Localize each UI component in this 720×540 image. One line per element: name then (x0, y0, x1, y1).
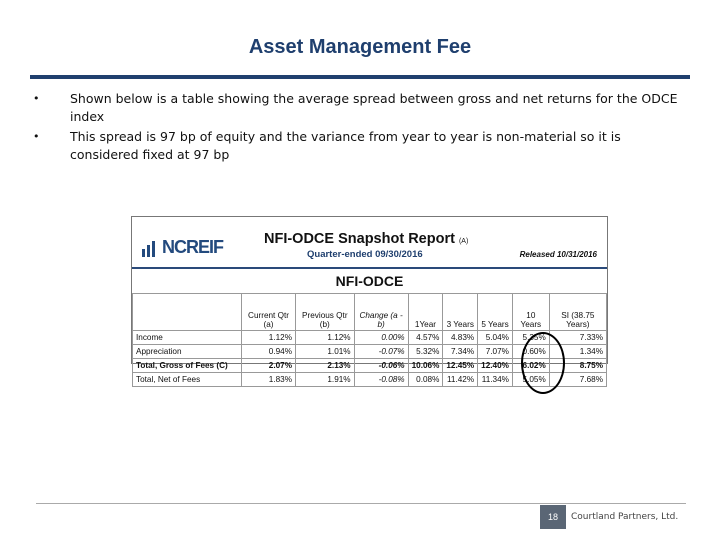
company-name: Courtland Partners, Ltd. (571, 512, 679, 522)
table-cell: 5.05% (512, 373, 549, 387)
bullet-text: Shown below is a table showing the average spread between gross and net returns for the ODCE index (70, 91, 678, 124)
table-cell: 1.12% (296, 331, 355, 345)
table-cell: 11.42% (443, 373, 478, 387)
table-cell: 0.94% (242, 345, 296, 359)
table-cell: 2.07% (242, 359, 296, 373)
title-divider (30, 75, 690, 79)
table-cell: 7.68% (549, 373, 606, 387)
table-cell: 1.34% (549, 345, 606, 359)
report-released-date: Released 10/31/2016 (519, 250, 597, 259)
column-header: Change (a - b) (354, 294, 408, 331)
table-cell: 5.35% (512, 331, 549, 345)
column-header (133, 294, 242, 331)
bullet-text: This spread is 97 bp of equity and the variance from year to year is non-material so it is considered fixed at 97 bp (70, 129, 621, 162)
table-cell: 1.12% (242, 331, 296, 345)
table-header-row (133, 294, 607, 331)
table-cell: 7.07% (478, 345, 513, 359)
table-cell: 10.06% (408, 359, 443, 373)
table-cell: 4.83% (443, 331, 478, 345)
report-quarter: Quarter-ended 09/30/2016 (307, 249, 423, 260)
table-cell: 12.40% (478, 359, 513, 373)
table-cell: -0.08% (354, 373, 408, 387)
table-cell: 4.57% (408, 331, 443, 345)
column-header: 10 Years (512, 294, 549, 331)
table-cell: 0.08% (408, 373, 443, 387)
ncreif-logo (142, 235, 230, 261)
logo-bars-icon (142, 239, 160, 257)
row-label: Total, Gross of Fees (C) (133, 359, 242, 373)
column-header: 3 Years (443, 294, 478, 331)
table-cell: 5.32% (408, 345, 443, 359)
bullet-item (30, 90, 680, 126)
highlight-circle (521, 332, 565, 394)
column-header: 5 Years (478, 294, 513, 331)
column-header: Current Qtr (a) (242, 294, 296, 331)
table-cell: 1.83% (242, 373, 296, 387)
row-label: Income (133, 331, 242, 345)
table-cell: 0.60% (512, 345, 549, 359)
report-title-note: (A) (458, 238, 469, 245)
table-cell: 7.33% (549, 331, 606, 345)
report-header (132, 217, 607, 269)
slide-title: Asset Management Fee (248, 36, 472, 58)
report-title: NFI-ODCE Snapshot Report (A) (264, 231, 469, 247)
table-cell: 0.00% (354, 331, 408, 345)
table-cell: 7.34% (443, 345, 478, 359)
table-cell: 2.13% (296, 359, 355, 373)
column-header: Previous Qtr (b) (296, 294, 355, 331)
footer-divider (36, 503, 686, 504)
bullet-list (30, 90, 680, 166)
column-header: 1Year (408, 294, 443, 331)
bullet-icon: • (33, 130, 40, 143)
row-label: Appreciation (133, 345, 242, 359)
bullet-item (30, 128, 680, 164)
table-cell: 8.75% (549, 359, 606, 373)
logo-text: NCREIF (162, 237, 223, 257)
table-cell: -0.06% (354, 359, 408, 373)
table-cell: 6.02% (512, 359, 549, 373)
page-number: 18 (540, 505, 566, 529)
table-cell: 11.34% (478, 373, 513, 387)
table-cell: -0.07% (354, 345, 408, 359)
table-title: NFI-ODCE (335, 273, 404, 289)
row-label: Total, Net of Fees (133, 373, 242, 387)
table-cell: 1.01% (296, 345, 355, 359)
column-header: SI (38.75 Years) (549, 294, 606, 331)
table-cell: 5.04% (478, 331, 513, 345)
table-cell: 12.45% (443, 359, 478, 373)
bullet-icon: • (33, 92, 40, 105)
table-cell: 1.91% (296, 373, 355, 387)
